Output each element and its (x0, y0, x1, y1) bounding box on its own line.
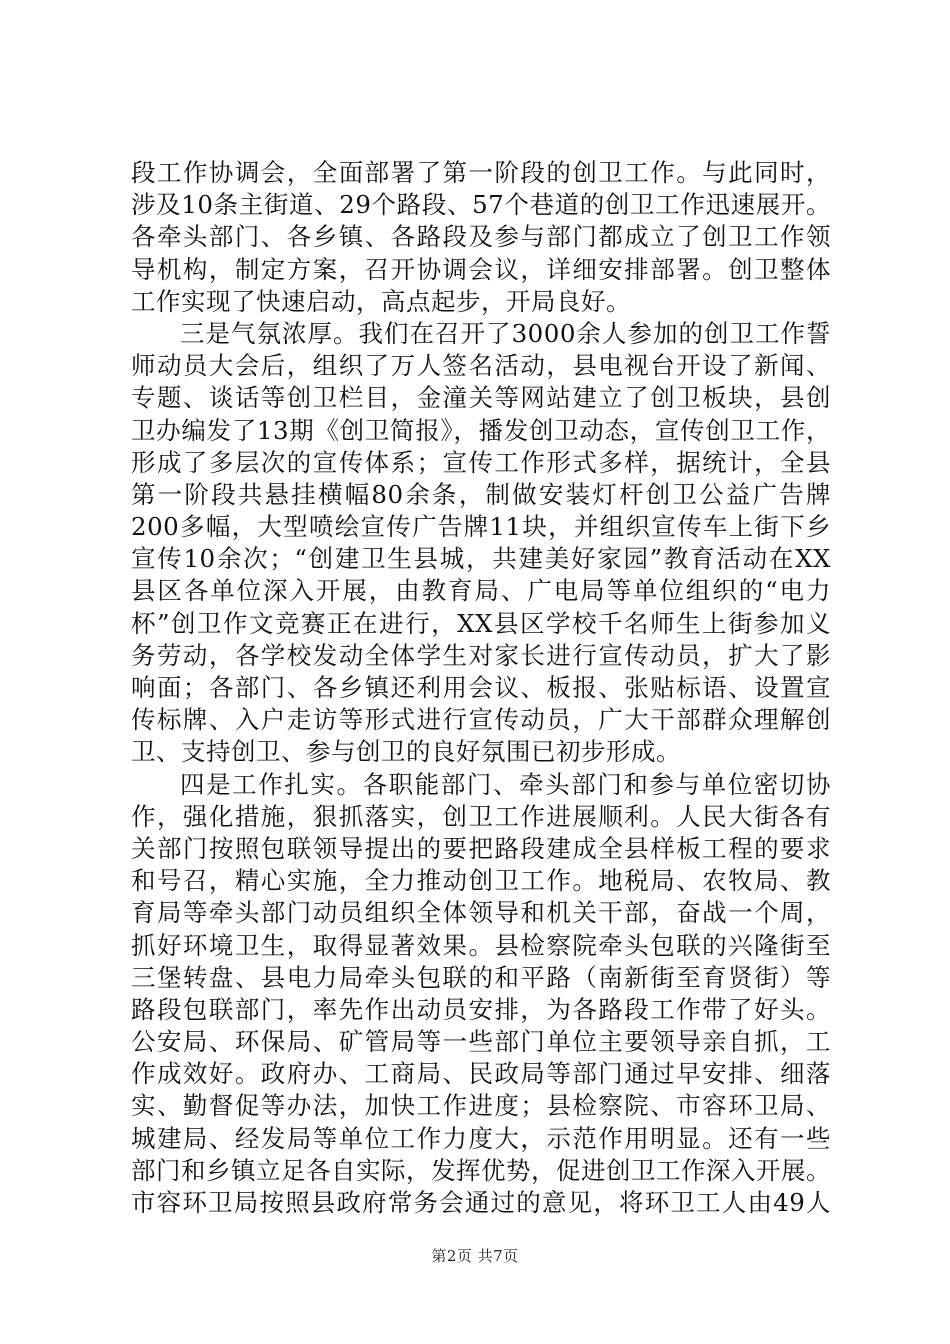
text-line: 杯”创卫作文竞赛正在进行，XX县区学校千名师生上街参加义 (131, 608, 831, 638)
paragraph-start-line: 四是工作扎实。各职能部门、牵头部门和参与单位密切协 (180, 769, 831, 799)
page-footer (0, 1245, 950, 1266)
text-line: 专题、谈话等创卫栏目，金潼关等网站建立了创卫板块，县创 (131, 383, 831, 413)
text-line: 路段包联部门，率先作出动员安排，为各路段工作带了好头。 (131, 994, 831, 1024)
text-line: 200多幅，大型喷绘宣传广告牌11块，并组织宣传车上街下乡 (131, 512, 831, 542)
text-line: 师动员大会后，组织了万人签名活动，县电视台开设了新闻、 (131, 351, 831, 381)
text-line: 卫、支持创卫、参与创卫的良好氛围已初步形成。 (131, 737, 681, 767)
text-line: 抓好环境卫生，取得显著效果。县检察院牵头包联的兴隆街至 (131, 930, 831, 960)
text-line: 市容环卫局按照县政府常务会通过的意见，将环卫工人由49人 (131, 1188, 831, 1217)
text-line: 各牵头部门、各乡镇、各路段及参与部门都成立了创卫工作领 (131, 222, 831, 252)
text-line: 宣传10余次；“创建卫生县城，共建美好家园”教育活动在XX (131, 544, 831, 574)
paragraph-start-line: 三是气氛浓厚。我们在召开了3000余人参加的创卫工作誓 (180, 318, 831, 348)
text-line: 部门和乡镇立足各自实际，发挥优势，促进创卫工作深入开展。 (131, 1155, 831, 1185)
text-line: 导机构，制定方案，召开协调会议，详细安排部署。创卫整体 (131, 254, 831, 284)
text-line: 务劳动，各学校发动全体学生对家长进行宣传动员，扩大了影 (131, 640, 831, 670)
text-line: 城建局、经发局等单位工作力度大，示范作用明显。还有一些 (131, 1123, 831, 1153)
document-body (131, 157, 831, 1219)
text-line: 公安局、环保局、矿管局等一些部门单位主要领导亲自抓，工 (131, 1027, 831, 1057)
page-number-label: 第2页 共7页 (431, 1247, 519, 1265)
text-line: 段工作协调会，全面部署了第一阶段的创卫工作。与此同时， (131, 158, 831, 187)
text-line: 育局等牵头部门动员组织全体领导和机关干部，奋战一个周， (131, 898, 831, 928)
text-line: 县区各单位深入开展，由教育局、广电局等单位组织的“电力 (131, 576, 831, 606)
text-line: 响面；各部门、各乡镇还利用会议、板报、张贴标语、设置宣 (131, 673, 831, 702)
text-line: 第一阶段共悬挂横幅80余条，制做安装灯杆创卫公益广告牌 (131, 479, 831, 509)
text-line: 涉及10条主街道、29个路段、57个巷道的创卫工作迅速展开。 (131, 190, 831, 220)
text-line: 工作实现了快速启动，高点起步，开局良好。 (131, 286, 631, 316)
text-line: 作成效好。政府办、工商局、民政局等部门通过早安排、细落 (131, 1059, 831, 1089)
text-line: 关部门按照包联领导提出的要把路段建成全县样板工程的要求 (131, 833, 831, 863)
text-line: 三堡转盘、县电力局牵头包联的和平路（南新街至育贤街）等 (131, 962, 831, 992)
text-line: 作，强化措施，狠抓落实，创卫工作进展顺利。人民大街各有 (131, 801, 831, 831)
text-line: 和号召，精心实施，全力推动创卫工作。地税局、农牧局、教 (131, 866, 831, 896)
text-line: 卫办编发了13期《创卫简报》，播发创卫动态，宣传创卫工作， (131, 415, 831, 445)
text-line: 实、勤督促等办法，加快工作进度；县检察院、市容环卫局、 (131, 1091, 831, 1121)
text-line: 形成了多层次的宣传体系；宣传工作形式多样，据统计，全县 (131, 447, 831, 477)
text-line: 传标牌、入户走访等形式进行宣传动员，广大干部群众理解创 (131, 705, 831, 735)
